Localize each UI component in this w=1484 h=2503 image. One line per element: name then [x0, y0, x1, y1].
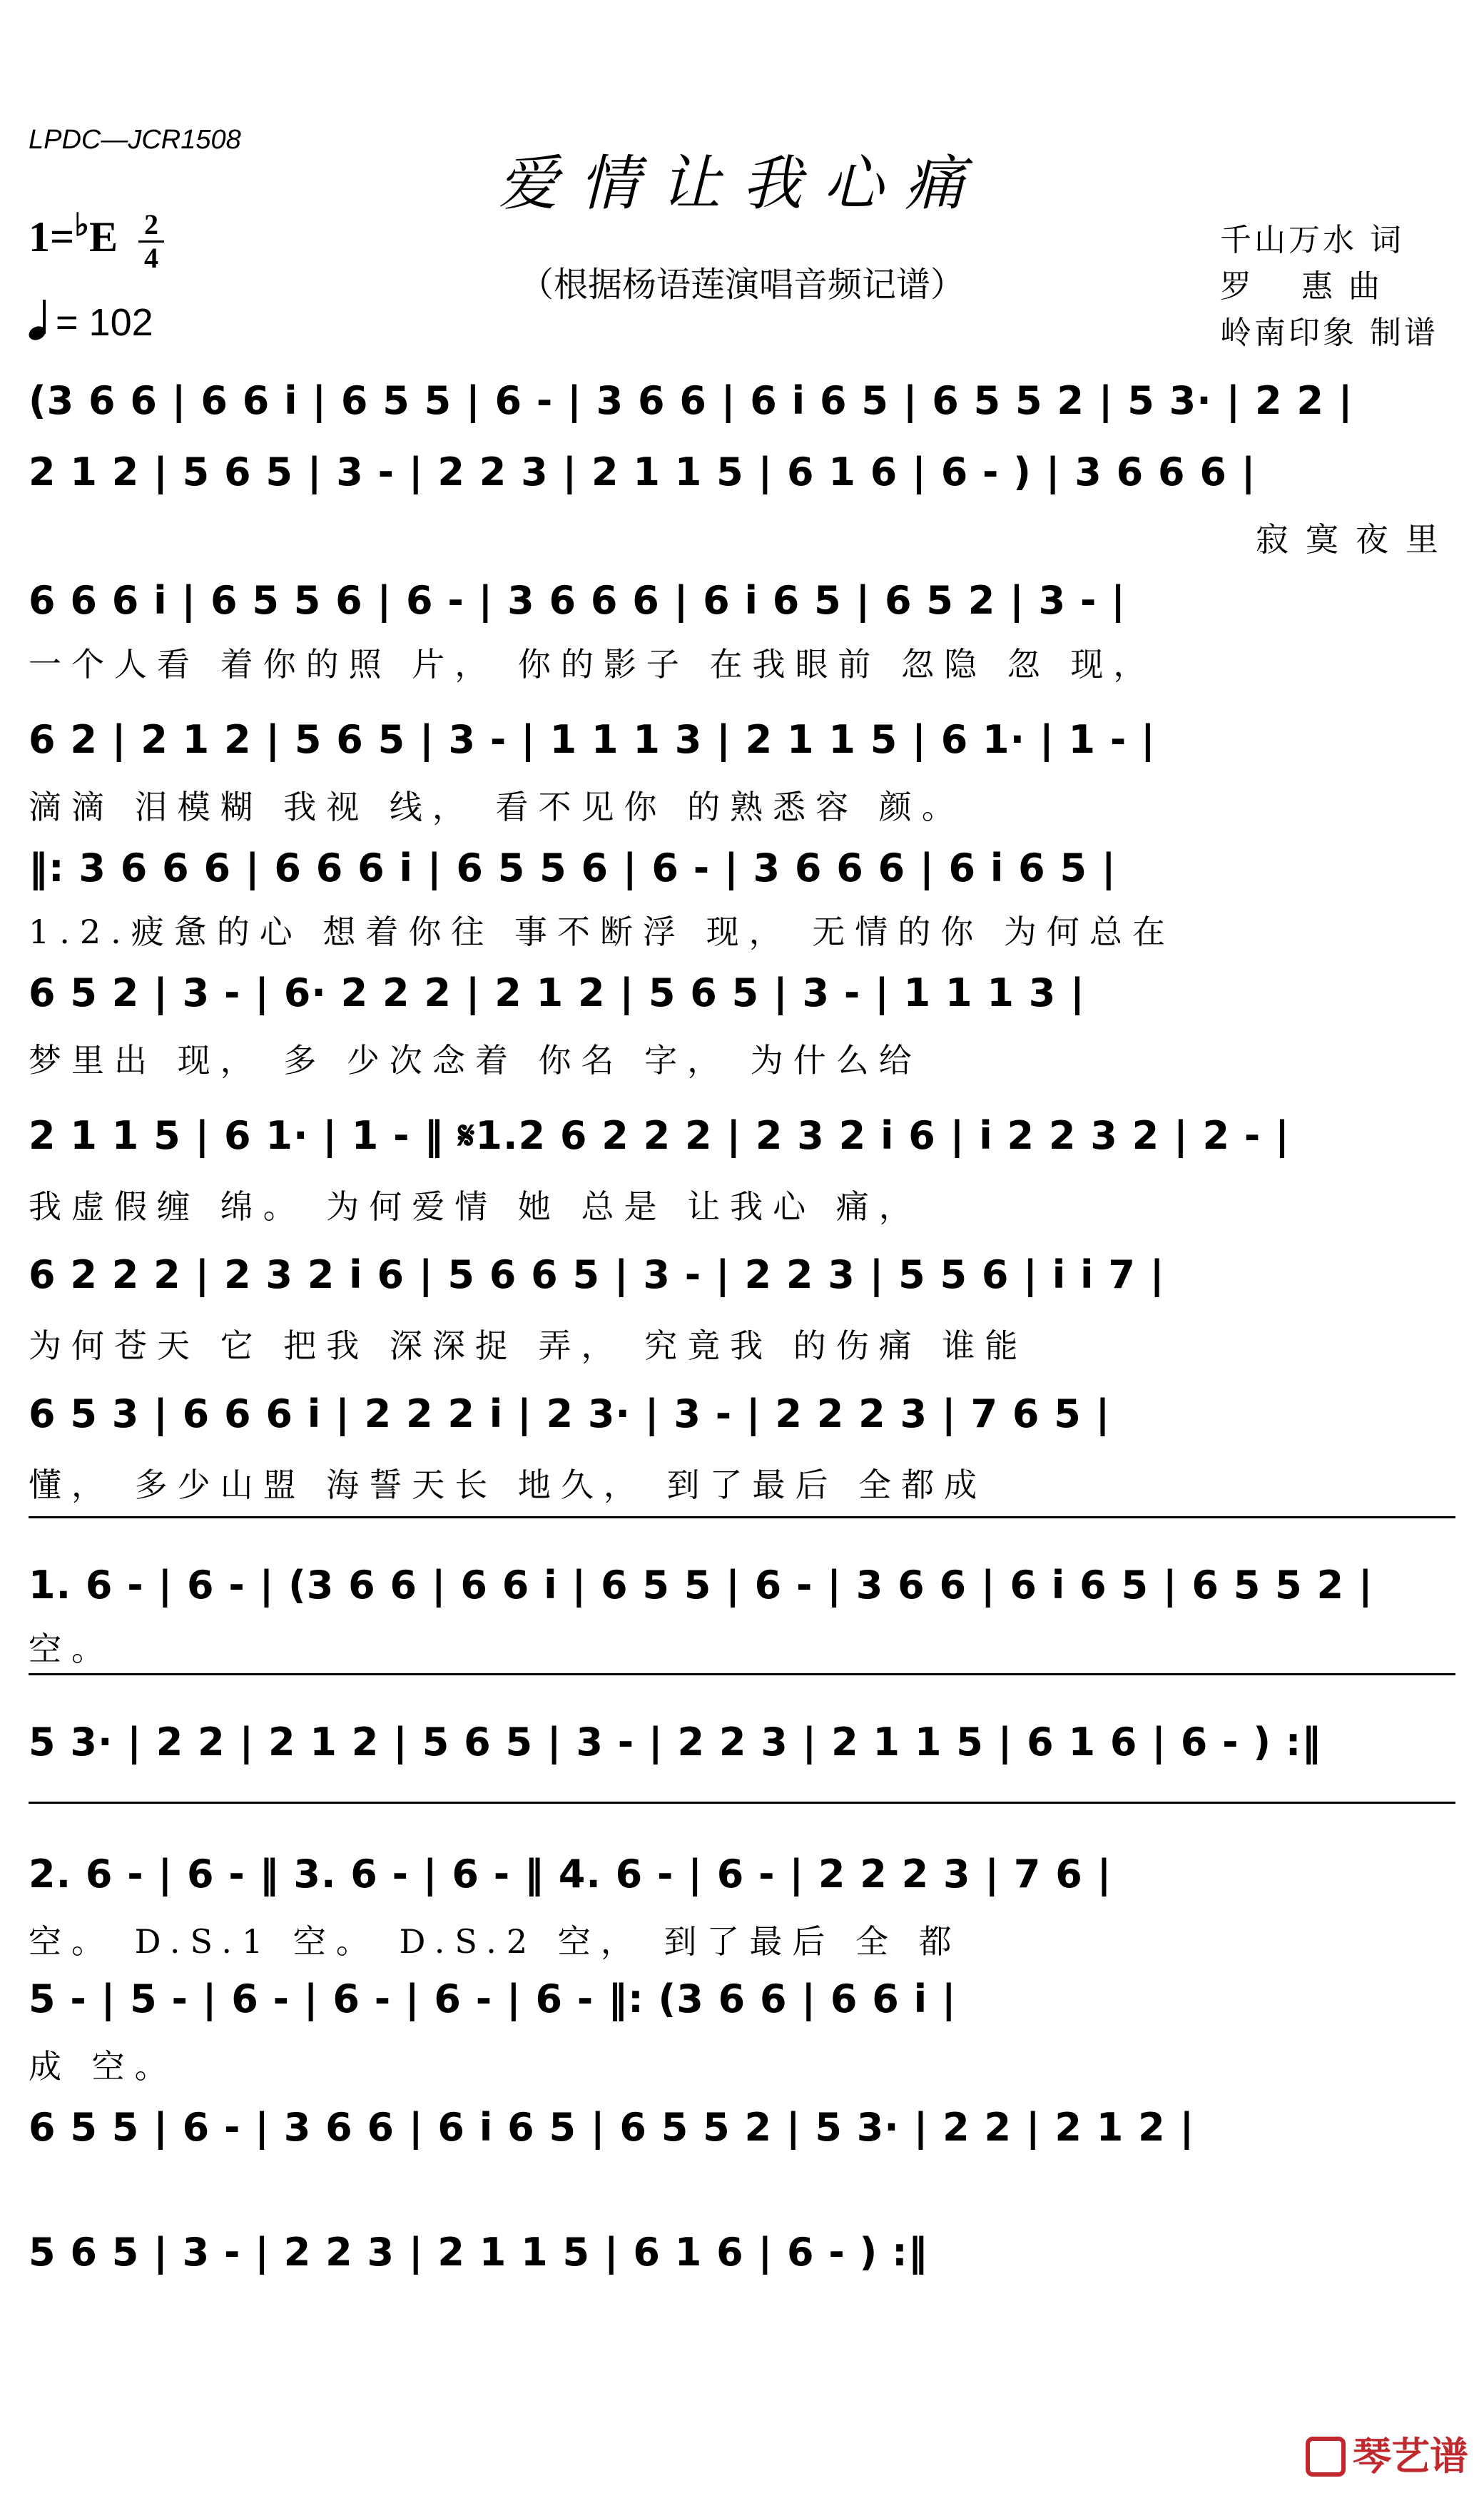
score-row-7: 2 1 1 5 | 6 1· | 1 - ‖ 𝄋1.2 6 2 2 2 | 2 3 2 i 6 | i 2 2 3 2 | 2 - |	[29, 1113, 1290, 1158]
logo-text: 琴艺谱	[1353, 2434, 1468, 2479]
lyrics-row-6: 梦里出 现， 多 少次念着 你名 字， 为什么给	[29, 1041, 922, 1080]
score-row-9: 6 5 3 | 6 6 6 i | 2 2 2 i | 2 3· | 3 - | 2 2 2 3 | 7 6 5 |	[29, 1391, 1111, 1436]
score-row-12: 2. 6 - | 6 - ‖ 3. 6 - | 6 - ‖ 4. 6 - | 6 - | 2 2 2 3 | 7 6 |	[29, 1852, 1112, 1897]
quarter-note-icon	[29, 300, 50, 342]
lyrics-row-7: 我虚假缠 绵。 为何爱情 她 总是 让我心 痛，	[29, 1187, 922, 1226]
flat-icon: ♭	[74, 208, 89, 243]
score-code: LPDC—JCR1508	[29, 125, 241, 155]
tempo-value: = 102	[56, 301, 153, 344]
score-row-15: 5 6 5 | 3 - | 2 2 3 | 2 1 1 5 | 6 1 6 | 6 - ) :‖	[29, 2230, 928, 2275]
score-row-2: 2 1 2 | 5 6 5 | 3 - | 2 2 3 | 2 1 1 5 | 6 1 6 | 6 - ) | 3 6 6 6 |	[29, 450, 1256, 494]
volta-bracket-2-4	[29, 1802, 1455, 1804]
composer: 罗 惠 曲	[1220, 268, 1383, 305]
site-logo	[1306, 2426, 1468, 2481]
score-row-1: (3 6 6 | 6 6 i | 6 5 5 | 6 - | 3 6 6 | 6 i 6 5 | 6 5 5 2 | 5 3· | 2 2 |	[29, 378, 1353, 423]
time-top: 2	[144, 208, 158, 240]
lyrics-row-10: 空。	[29, 1630, 114, 1668]
lyrics-row-2: 寂寞夜里	[1256, 520, 1455, 559]
lyrics-row-9: 懂， 多少山盟 海誓天长 地久， 到了最后 全都成	[29, 1466, 987, 1504]
lyrics-row-8: 为何苍天 它 把我 深深捉 弄， 究竟我 的伤痛 谁能	[29, 1326, 1028, 1365]
time-bottom: 4	[144, 241, 158, 274]
lyrics-row-13: 成 空。	[29, 2047, 178, 2086]
key-prefix: 1=	[29, 213, 75, 260]
score-row-3: 6 6 6 i | 6 5 5 6 | 6 - | 3 6 6 6 | 6 i 6 5 | 6 5 2 | 3 - |	[29, 578, 1126, 623]
score-row-8: 6 2 2 2 | 2 3 2 i 6 | 5 6 6 5 | 3 - | 2 2 3 | 5 5 6 | i i 7 |	[29, 1252, 1165, 1297]
subtitle: （根据杨语莲演唱音频记谱）	[519, 265, 965, 305]
score-row-11: 5 3· | 2 2 | 2 1 2 | 5 6 5 | 3 - | 2 2 3 | 2 1 1 5 | 6 1 6 | 6 - ) :‖	[29, 1720, 1322, 1765]
score-row-10: 1. 6 - | 6 - | (3 6 6 | 6 6 i | 6 5 5 | 6 - | 3 6 6 | 6 i 6 5 | 6 5 5 2 |	[29, 1563, 1373, 1608]
score-row-14: 6 5 5 | 6 - | 3 6 6 | 6 i 6 5 | 6 5 5 2 | 5 3· | 2 2 | 2 1 2 |	[29, 2105, 1195, 2150]
score-row-13: 5 - | 5 - | 6 - | 6 - | 6 - | 6 - ‖: (3 6 6 | 6 6 i |	[29, 1976, 957, 2021]
lyrics-row-4: 滴滴 泪模糊 我视 线， 看不见你 的熟悉容 颜。	[29, 788, 965, 826]
volta-bracket-end	[29, 1673, 1455, 1675]
logo-icon	[1306, 2437, 1346, 2477]
lyrics-row-5: 1.2.疲惫的心 想着你往 事不断浮 现， 无情的你 为何总在	[29, 913, 1175, 951]
key-note: E	[88, 213, 118, 260]
score-row-6: 6 5 2 | 3 - | 6· 2 2 2 | 2 1 2 | 5 6 5 | 3 - | 1 1 1 3 |	[29, 970, 1085, 1015]
score-row-4: 6 2 | 2 1 2 | 5 6 5 | 3 - | 1 1 1 3 | 2 1 1 5 | 6 1· | 1 - |	[29, 717, 1156, 762]
lyrics-row-12: 空。 D.S.1 空。 D.S.2 空， 到了最后 全 都	[29, 1922, 962, 1961]
lyrics-row-3: 一个人看 着你的照 片， 你的影子 在我眼前 忽隐 忽 现，	[29, 645, 1157, 684]
page-title: 爱情让我心痛	[497, 148, 986, 218]
lyricist: 千山万水 词	[1220, 222, 1404, 258]
volta-bracket-1	[29, 1516, 1455, 1518]
tempo-marking	[29, 300, 153, 345]
score-row-5: ‖: 3 6 6 6 | 6 6 6 i | 6 5 5 6 | 6 - | 3 6 6 6 | 6 i 6 5 |	[29, 846, 1117, 890]
arranger: 岭南印象 制谱	[1220, 315, 1438, 351]
